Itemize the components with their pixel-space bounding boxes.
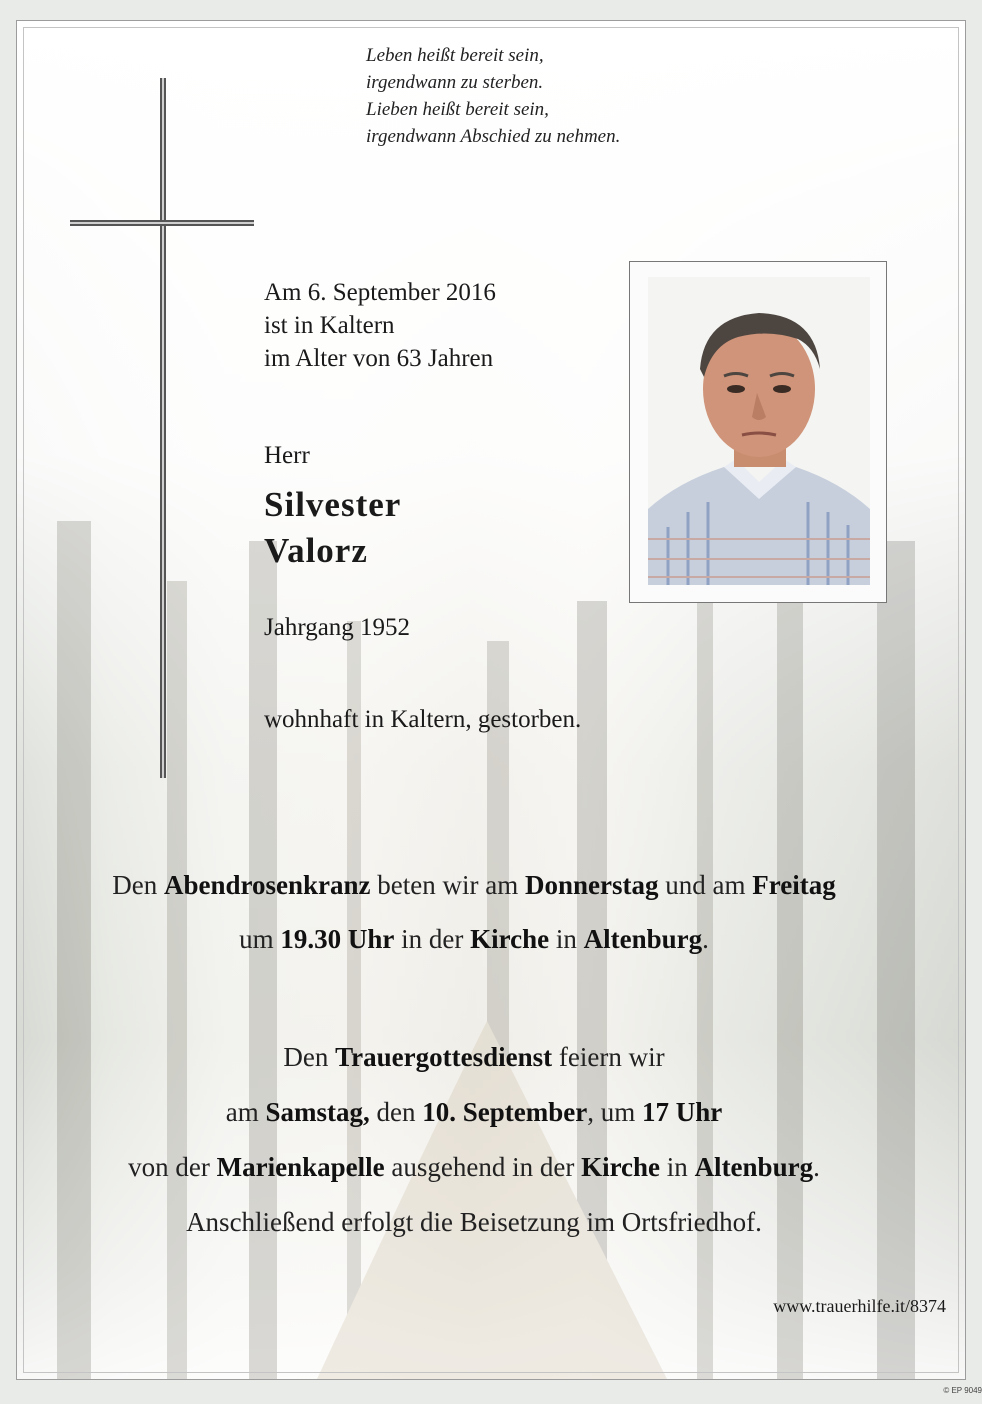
quote-line: irgendwann Abschied zu nehmen. [366,126,621,147]
rosary-line-1: Den Abendrosenkranz beten wir am Donnerstag und am Freitag [112,870,836,900]
honorific: Herr [264,442,310,469]
first-name: Silvester [264,485,402,524]
residence-line: wohnhaft in Kaltern, gestorben. [264,706,582,733]
death-announcement [264,276,496,375]
portrait-photo-frame [629,261,887,603]
quote-line: irgendwann zu sterben. [366,72,544,93]
last-name: Valorz [264,531,368,570]
portrait-photo [648,277,870,585]
quote-line: Lieben heißt bereit sein, [366,99,549,120]
rosary-line-2: um 19.30 Uhr in der Kirche in Altenburg. [239,924,709,954]
funeral-service-notice [0,1030,948,1250]
birth-year: Jahrgang 1952 [264,614,411,641]
memorial-quote [366,42,786,150]
quote-line: Leben heißt bereit sein, [366,45,544,66]
rosary-notice [0,858,948,966]
burial-line: Anschließend erfolgt die Beisetzung im Ortsfriedhof. [186,1207,762,1237]
deceased-name [264,482,401,574]
service-line-2: am Samstag, den 10. September, um 17 Uhr [225,1097,723,1127]
death-place-line: ist in Kaltern [264,312,395,339]
service-line-3: von der Marienkapelle ausgehend in der Kirche in Altenburg. [128,1152,820,1182]
service-line-1: Den Trauergottesdienst feiern wir [283,1042,665,1072]
print-code: © EP 9049 [943,1386,982,1395]
cross-icon [70,78,254,778]
website-link[interactable]: www.trauerhilfe.it/8374 [773,1296,946,1316]
death-date-line: Am 6. September 2016 [264,279,496,306]
age-line: im Alter von 63 Jahren [264,345,494,372]
